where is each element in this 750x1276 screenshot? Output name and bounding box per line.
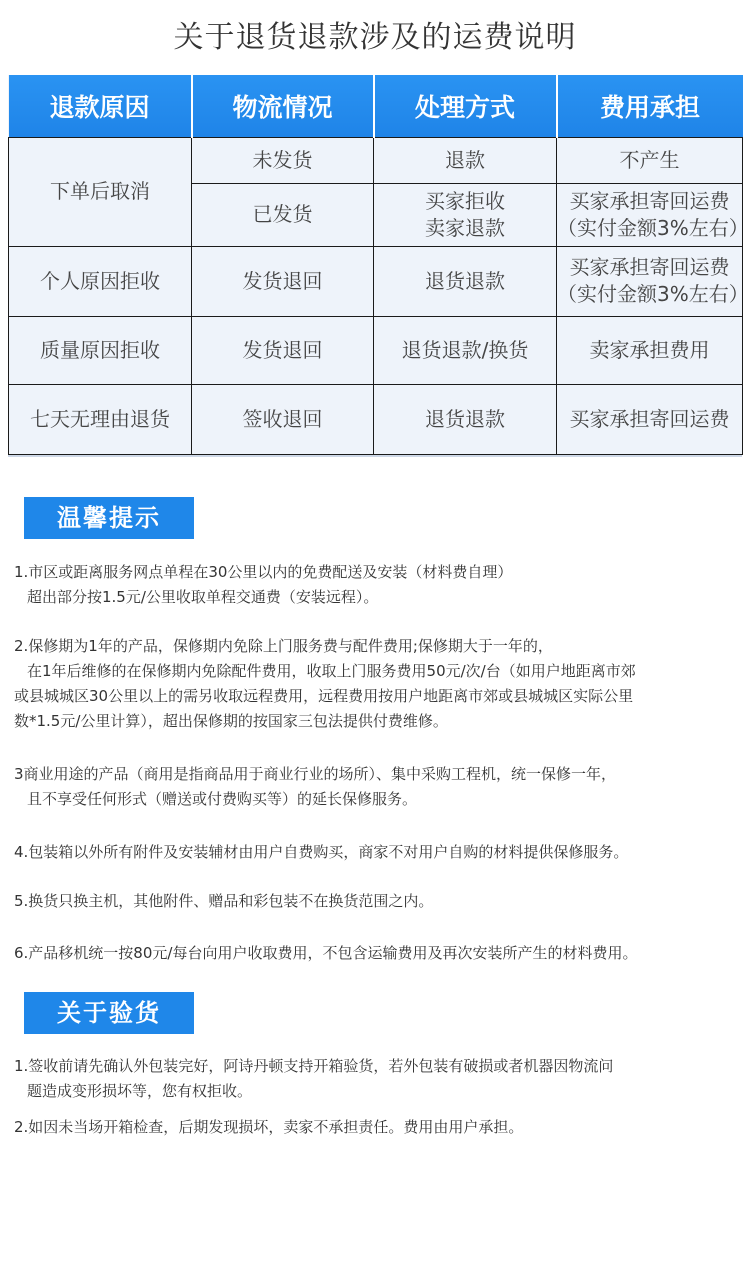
cost-cell: 买家承担寄回运费 <box>557 384 743 454</box>
logistics-cell: 未发货 <box>192 137 374 183</box>
note-line: 数*1.5元/公里计算），超出保修期的按国家三包法提供付费维修。 <box>14 712 448 730</box>
cost-line: 买家承担寄回运费 <box>569 188 730 213</box>
shipping-fee-table <box>8 75 749 457</box>
header-method: 处理方式 <box>374 75 557 137</box>
list-item <box>14 1054 613 1104</box>
cost-line: （实付金额3%左右） <box>557 282 749 306</box>
list-item <box>14 762 616 812</box>
list-item <box>14 634 636 734</box>
method-cell <box>374 183 557 246</box>
logistics-cell: 签收退回 <box>192 384 374 454</box>
list-item <box>14 840 628 865</box>
note-line: 题造成变形损坏等，您有权拒收。 <box>27 1082 253 1100</box>
note-line: 或县城城区30公里以上的需另收取远程费用，远程费用按用户地距离市郊或县城城区实际公里 <box>14 687 634 705</box>
note-line: 1.市区或距离服务网点单程在30公里以内的免费配送及安装（材料费自理） <box>14 563 513 581</box>
logistics-cell: 已发货 <box>192 183 374 246</box>
reason-cell: 七天无理由退货 <box>9 384 192 454</box>
tips-section-label: 温馨提示 <box>24 497 194 539</box>
note-line: 2.如因未当场开箱检查，后期发现损坏，卖家不承担责任。费用由用户承担。 <box>14 1118 524 1136</box>
note-line: 6.产品移机统一按80元/每台向用户收取费用，不包含运输费用及再次安装所产生的材料费用。 <box>14 944 638 962</box>
method-line: 买家拒收 <box>425 188 505 213</box>
reason-cell: 个人原因拒收 <box>9 246 192 316</box>
table-row <box>9 384 743 454</box>
page-title: 关于退货退款涉及的运费说明 <box>173 20 577 55</box>
list-item <box>14 941 637 966</box>
cost-line: 买家承担寄回运费 <box>569 255 730 279</box>
method-line: 卖家退款 <box>425 215 505 240</box>
note-line: 2.保修期为1年的产品，保修期内免除上门服务费与配件费用;保修期大于一年的， <box>14 637 553 655</box>
table-row <box>9 246 743 316</box>
cost-cell: 卖家承担费用 <box>557 316 743 384</box>
list-item <box>14 889 433 914</box>
table-row <box>9 137 743 183</box>
logistics-cell: 发货退回 <box>192 316 374 384</box>
list-item <box>14 560 512 610</box>
cost-cell: 不产生 <box>557 137 743 183</box>
note-line: 且不享受任何形式（赠送或付费购买等）的延长保修服务。 <box>27 790 418 808</box>
note-line: 3商业用途的产品（商用是指商品用于商业行业的场所）、集中采购工程机，统一保修一年， <box>14 765 617 783</box>
header-cost: 费用承担 <box>557 75 743 137</box>
note-line: 4.包装箱以外所有附件及安装辅材由用户自费购买，商家不对用户自购的材料提供保修服务。 <box>14 843 629 861</box>
reason-cell: 下单后取消 <box>9 137 192 246</box>
inspection-section-label: 关于验货 <box>24 992 194 1034</box>
list-item <box>14 1115 523 1140</box>
method-cell: 退货退款 <box>374 384 557 454</box>
method-cell: 退货退款 <box>374 246 557 316</box>
method-cell: 退货退款/换货 <box>374 316 557 384</box>
note-line: 在1年后维修的在保修期内免除配件费用，收取上门服务费用50元/次/台（如用户地距离市郊 <box>27 662 636 680</box>
reason-cell: 质量原因拒收 <box>9 316 192 384</box>
cost-line: （实付金额3%左右） <box>557 215 749 240</box>
table-row <box>9 316 743 384</box>
header-reason: 退款原因 <box>9 75 192 137</box>
method-cell: 退款 <box>374 137 557 183</box>
note-line: 1.签收前请先确认外包装完好，阿诗丹顿支持开箱验货，若外包装有破损或者机器因物流问 <box>14 1057 614 1075</box>
cost-cell <box>557 246 749 316</box>
header-logistics: 物流情况 <box>192 75 374 137</box>
note-line: 5.换货只换主机，其他附件、赠品和彩包装不在换货范围之内。 <box>14 892 434 910</box>
note-line: 超出部分按1.5元/公里收取单程交通费（安装远程）。 <box>27 588 379 606</box>
logistics-cell: 发货退回 <box>192 246 374 316</box>
cost-cell <box>557 183 749 246</box>
